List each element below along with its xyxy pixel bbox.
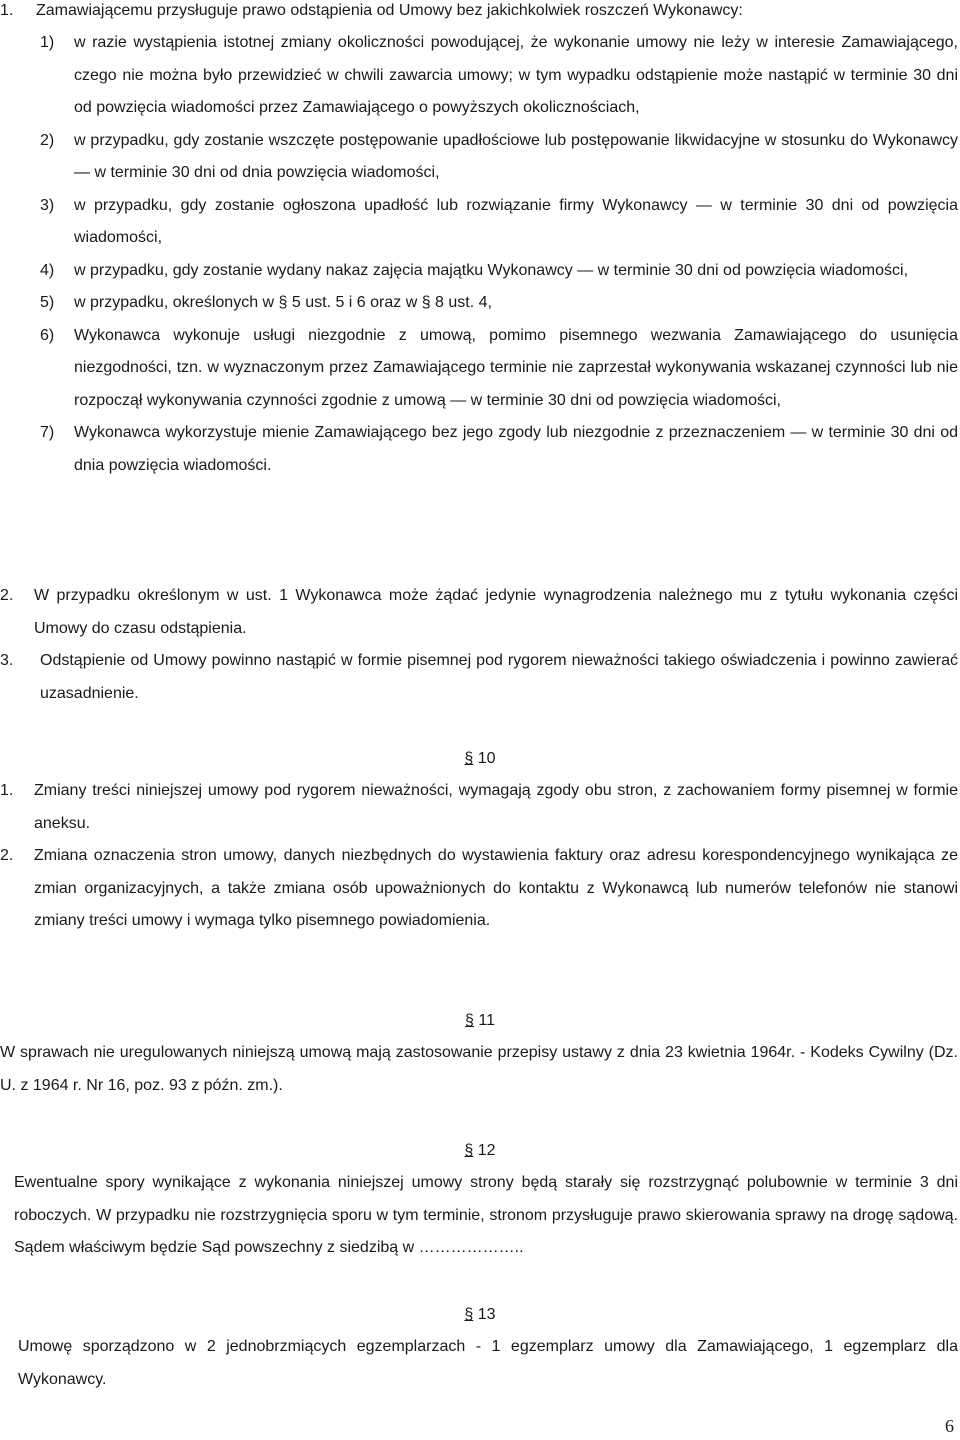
clause-text: W przypadku określonym w ust. 1 Wykonawca może żądać jedynie wynagrodzenia należnego mu z tytułu wykonania części Umowy do czasu odstąpienia.: [34, 587, 958, 637]
section-number: 10: [477, 750, 496, 767]
item-text: w przypadku, gdy zostanie ogłoszona upadłość lub rozwiązanie firmy Wykonawcy — w terminie 30 dni od powzięcia wiadomości,: [74, 196, 958, 246]
item-number: 2): [40, 131, 55, 149]
item-text: w przypadku, gdy zostanie wydany nakaz zajęcia majątku Wykonawcy — w terminie 30 dni od powzięcia wiadomości,: [74, 261, 909, 279]
clause-text: Odstąpienie od Umowy powinno nastąpić w formie pisemnej pod rygorem nieważności takiego oświadczenia i powinno zawierać uzasadnienie.: [40, 652, 958, 702]
clause-number: 2.: [0, 587, 14, 604]
section-13-text: Umowę sporządzono w 2 jednobrzmiących egzemplarzach - 1 egzemplarz umowy dla Zamawiającego, 1 egzemplarz dla Wykonawcy.: [18, 1338, 958, 1388]
section-symbol: §: [464, 750, 474, 767]
clause-number: 1.: [0, 782, 14, 799]
clause-number: 3.: [0, 652, 14, 669]
clause-number: 2.: [0, 847, 14, 864]
item-text: w przypadku, gdy zostanie wszczęte postępowanie upadłościowe lub postępowanie likwidacyjne w stosunku do Wykonawcy — w terminie 30 dni od dnia powzięcia wiadomości,: [74, 131, 958, 181]
item-text: w przypadku, określonych w § 5 ust. 5 i 6 oraz w § 8 ust. 4,: [74, 294, 492, 311]
section-symbol: §: [465, 1012, 474, 1029]
clause-text: Zamawiającemu przysługuje prawo odstąpienia od Umowy bez jakichkolwiek roszczeń Wykonawcy:: [36, 2, 743, 19]
item-number: 1): [40, 34, 55, 51]
item-text: w razie wystąpienia istotnej zmiany okoliczności powodującej, że wykonanie umowy nie leży w interesie Zamawiającego, czego nie można było przewidzieć w chwili zawarcia umowy; w tym wypadku odstąpienie może nastąpić w terminie 30 dni od powzięcia wiadomości przez Zamawiającego o powyższych okolicznościach,: [74, 34, 958, 116]
clause-number: 1.: [0, 2, 14, 19]
section-heading-11: [0, 1005, 960, 1038]
item-number: 5): [40, 294, 55, 311]
clause-text: Zmiana oznaczenia stron umowy, danych niezbędnych do wystawienia faktury oraz adresu korespondencyjnego wynikająca ze zmian organizacyjnych, a także zmiana osób upoważnionych do kontaktu z Wykonawcą lub numerów telefonów nie stanowi zmiany treści umowy i wymaga tylko pisemnego powiadomienia.: [34, 847, 958, 929]
section-heading-10: [0, 743, 960, 776]
list-item: [40, 190, 958, 255]
section-number: 12: [477, 1142, 496, 1159]
clause-10-1: [0, 775, 958, 840]
clause-text: Zmiany treści niniejszej umowy pod rygorem nieważności, wymagają zgody obu stron, z zachowaniem formy pisemnej w formie aneksu.: [34, 782, 958, 832]
list-item: [40, 255, 958, 288]
list-item: [40, 417, 958, 482]
section-symbol: §: [464, 1306, 474, 1323]
list-item: [40, 320, 958, 418]
section-heading-13: [0, 1299, 960, 1332]
item-number: 6): [40, 326, 55, 344]
clause-9-1-list: [40, 27, 958, 482]
clause-9-2: [0, 580, 958, 645]
section-11-text: W sprawach nie uregulowanych niniejszą umową mają zastosowanie przepisy ustawy z dnia 23 kwietnia 1964r. - Kodeks Cywilny (Dz. U. z 1964 r. Nr 16, poz. 93 z późn. zm.).: [0, 1044, 958, 1094]
clause-9-3: [0, 645, 958, 710]
section-symbol: §: [464, 1142, 474, 1159]
item-number: 7): [40, 424, 55, 441]
page-number: 6: [945, 1416, 954, 1436]
item-text: Wykonawca wykorzystuje mienie Zamawiającego bez jego zgody lub niezgodnie z przeznaczeniem — w terminie 30 dni od dnia powzięcia wiadomości.: [74, 424, 958, 474]
list-item: [40, 27, 958, 125]
section-12-text: Ewentualne spory wynikające z wykonania niniejszej umowy strony będą starały się rozstrzygnąć polubownie w terminie 3 dni roboczych. W przypadku nie rozstrzygnięcia sporu w tym terminie, stronom przysługuje prawo skierowania sprawy na drogę sądową. Sądem właściwym będzie Sąd powszechny z siedzibą w ………………..: [14, 1174, 958, 1256]
item-number: 4): [40, 261, 55, 279]
item-number: 3): [40, 196, 55, 214]
clause-9-1: [0, 0, 958, 28]
section-heading-12: [0, 1135, 960, 1168]
clause-10-2: [0, 840, 958, 938]
item-text: Wykonawca wykonuje usługi niezgodnie z umową, pomimo pisemnego wezwania Zamawiającego do usunięcia niezgodności, tzn. w wyznaczonym przez Zamawiającego terminie nie zaprzestał wykonywania wskazanej czynności lub nie rozpoczął wykonywania czynności zgodnie z umową — w terminie 30 dni od powzięcia wiadomości,: [74, 326, 958, 409]
section-number: 11: [478, 1012, 495, 1029]
section-number: 13: [477, 1306, 496, 1323]
list-item: [40, 287, 958, 320]
list-item: [40, 125, 958, 190]
